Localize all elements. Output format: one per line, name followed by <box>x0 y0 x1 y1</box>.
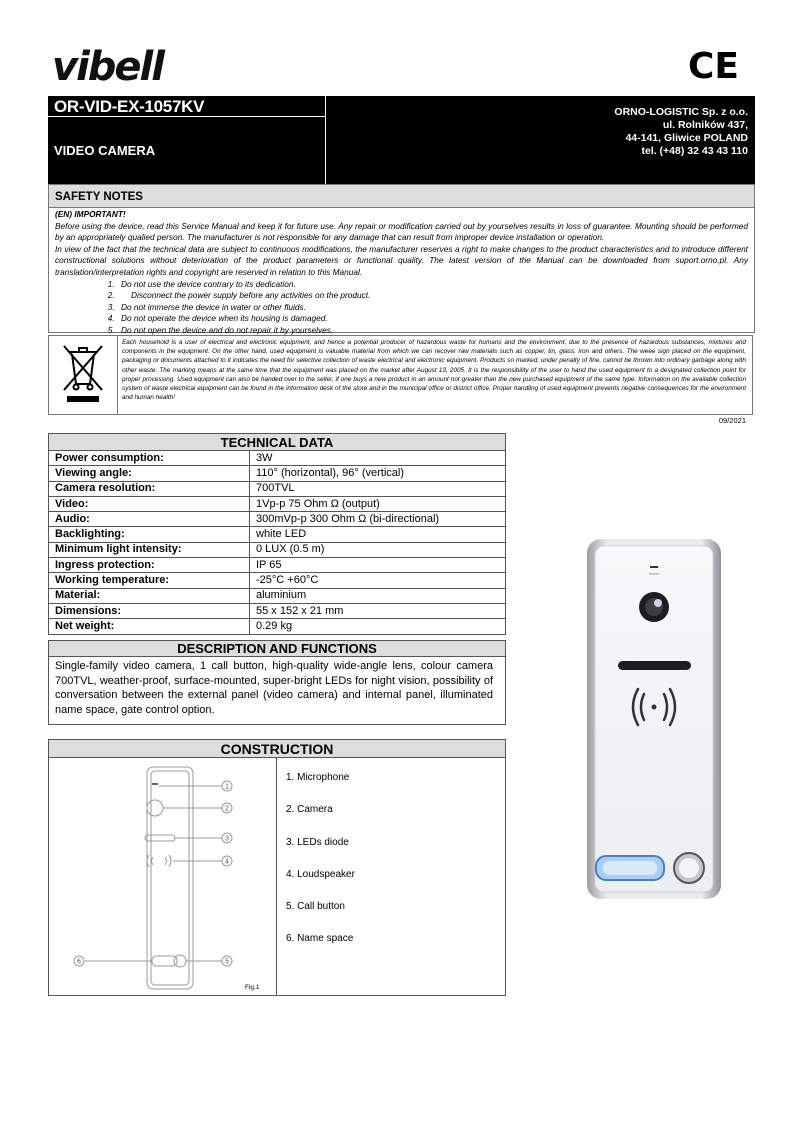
safety-item: 2. Disconnect the power supply before any activities on the product. <box>117 290 748 302</box>
ce-mark: CE <box>688 46 740 87</box>
table-row: Net weight: 0.29 kg <box>49 619 506 634</box>
list-item: 3. LEDs diode <box>286 836 349 848</box>
callout-label: 2 <box>225 805 229 813</box>
product-photo <box>585 537 723 902</box>
description-text: Single-family video camera, 1 call button, high-quality wide-angle lens, colour camera 700TVL, weather-proof, surface-mounted, super-bright LEDs for night vision, possibility of conversation between the external panel (video camera) and internal panel, illuminated name space, gate control option. <box>55 660 493 716</box>
table-row: Camera resolution: 700TVL <box>49 481 506 496</box>
callout-label: 5 <box>225 958 229 966</box>
safety-item: 1. Do not use the device contrary to its dedication. <box>117 279 748 291</box>
weee-bin-icon <box>49 336 118 414</box>
figure-label: Fig.1 <box>245 984 260 991</box>
safety-notes <box>48 184 755 333</box>
safety-item: 5. Do not open the device and do not repair it by yourselves. <box>117 325 748 337</box>
header-block <box>48 96 755 184</box>
table-row: Audio: 300mVp-p 300 Ohm Ω (bi-directional) <box>49 512 506 527</box>
safety-item: 3. Do not immerse the device in water or other fluids. <box>117 302 748 314</box>
description-section <box>48 640 506 725</box>
safety-title: SAFETY NOTES <box>49 185 754 208</box>
callout-label: 6 <box>77 958 81 966</box>
list-item: 1. Microphone <box>286 772 350 783</box>
table-row: Ingress protection: IP 65 <box>49 558 506 573</box>
brand-logo: vibell <box>52 44 163 90</box>
issue-date: 09/2021 <box>718 416 746 425</box>
product-type: VIDEO CAMERA <box>54 143 156 158</box>
table-row: Backlighting: white LED <box>49 527 506 542</box>
company-address: ORNO-LOGISTIC Sp. z o.o. ul. Rolników 437, 44-141, Gliwice POLAND tel. (+48) 32 43 43 110 <box>614 106 748 157</box>
weee-notice <box>48 335 753 415</box>
callout-label: 1 <box>225 783 229 791</box>
list-item: 2. Camera <box>286 804 333 816</box>
construction-section <box>48 739 506 996</box>
table-row: Minimum light intensity: 0 LUX (0.5 m) <box>49 542 506 557</box>
safety-item: 4. Do not operate the device when its housing is damaged. <box>117 313 748 325</box>
list-item: 4. Loudspeaker <box>286 868 355 880</box>
table-row: Viewing angle: 110° (horizontal), 96° (vertical) <box>49 466 506 481</box>
technical-data-table <box>48 433 506 635</box>
list-item: 6. Name space <box>286 933 354 945</box>
callout-label: 4 <box>225 858 229 866</box>
construction-diagram <box>69 762 269 994</box>
table-row: Working temperature: -25°C +60°C <box>49 573 506 588</box>
weee-text: Each household is a user of electrical and electronic equipment, and hence a potential producer of hazardous waste for humans and the environment, due to the presence of hazardous substances, mixtures and components in the equipment. On the other hand, used equipment is valuable material from which we can recover raw materials such as copper, tin, glass, iron and others. The weee sign placed on the equipment, packaging or documents attached to it indicates the need for selective collection of waste electrical and electronic equipment. Products so marked, under penalty of fine, cannot be thrown into ordinary garbage along with other waste. The marking means at the same time that the equipment was placed on the market after August 13, 2005. It is the responsibility of the user to hand the used equipment to a designated collection point for proper processing. Used equipment can also be handed over to the seller, if one buys a new product in an amount not greater than the new purchased equipment of the same type. Information on the available collection system of waste electrical equipment can be found in the information desk of the store and in the municipal office or district office. Proper handling of used equipment prevents negative consequences for the environment and human health! <box>122 339 746 402</box>
table-row: Dimensions: 55 x 152 x 21 mm <box>49 603 506 618</box>
construction-list <box>286 772 355 966</box>
safety-text: (EN) IMPORTANT! Before using the device, read this Service Manual and keep it for future use. Any repair or modification carried out by yourselves results in loss of guarantee. Mounting should be performed by an appropriately qualied person. The manufacturer is not responsible for any damage that can result from improper device installation or operation. In view of the fact that the technical data are subject to continuous modifications, the manufacturer reserves a right to make changes to the product characteristics and to introduce different constructional solutions without deterioration of the product parameters or functional quality. The latest version of the Manual can be downloaded from suport.orno.pl. Any translation/interpretation rights and copyright are reserved in relation to this Manual. 1. Do not use the device contrary to its dedication. 2. Disconnect the power supply before any activities on the product. 3. Do not immerse the device in water or other fluids. 4. Do not operate the device when its housing is damaged. 5. Do not open the device and do not repair it by yourselves. <box>55 209 748 337</box>
table-row: Power consumption: 3W <box>49 451 506 466</box>
technical-data-title: TECHNICAL DATA <box>49 434 506 451</box>
model-number: OR-VID-EX-1057KV <box>54 97 205 116</box>
callout-label: 3 <box>225 835 229 843</box>
construction-title: CONSTRUCTION <box>48 739 506 758</box>
description-title: DESCRIPTION AND FUNCTIONS <box>48 640 506 657</box>
table-row: Material: aluminium <box>49 588 506 603</box>
list-item: 5. Call button <box>286 901 345 913</box>
table-row: Video: 1Vp-p 75 Ohm Ω (output) <box>49 496 506 511</box>
